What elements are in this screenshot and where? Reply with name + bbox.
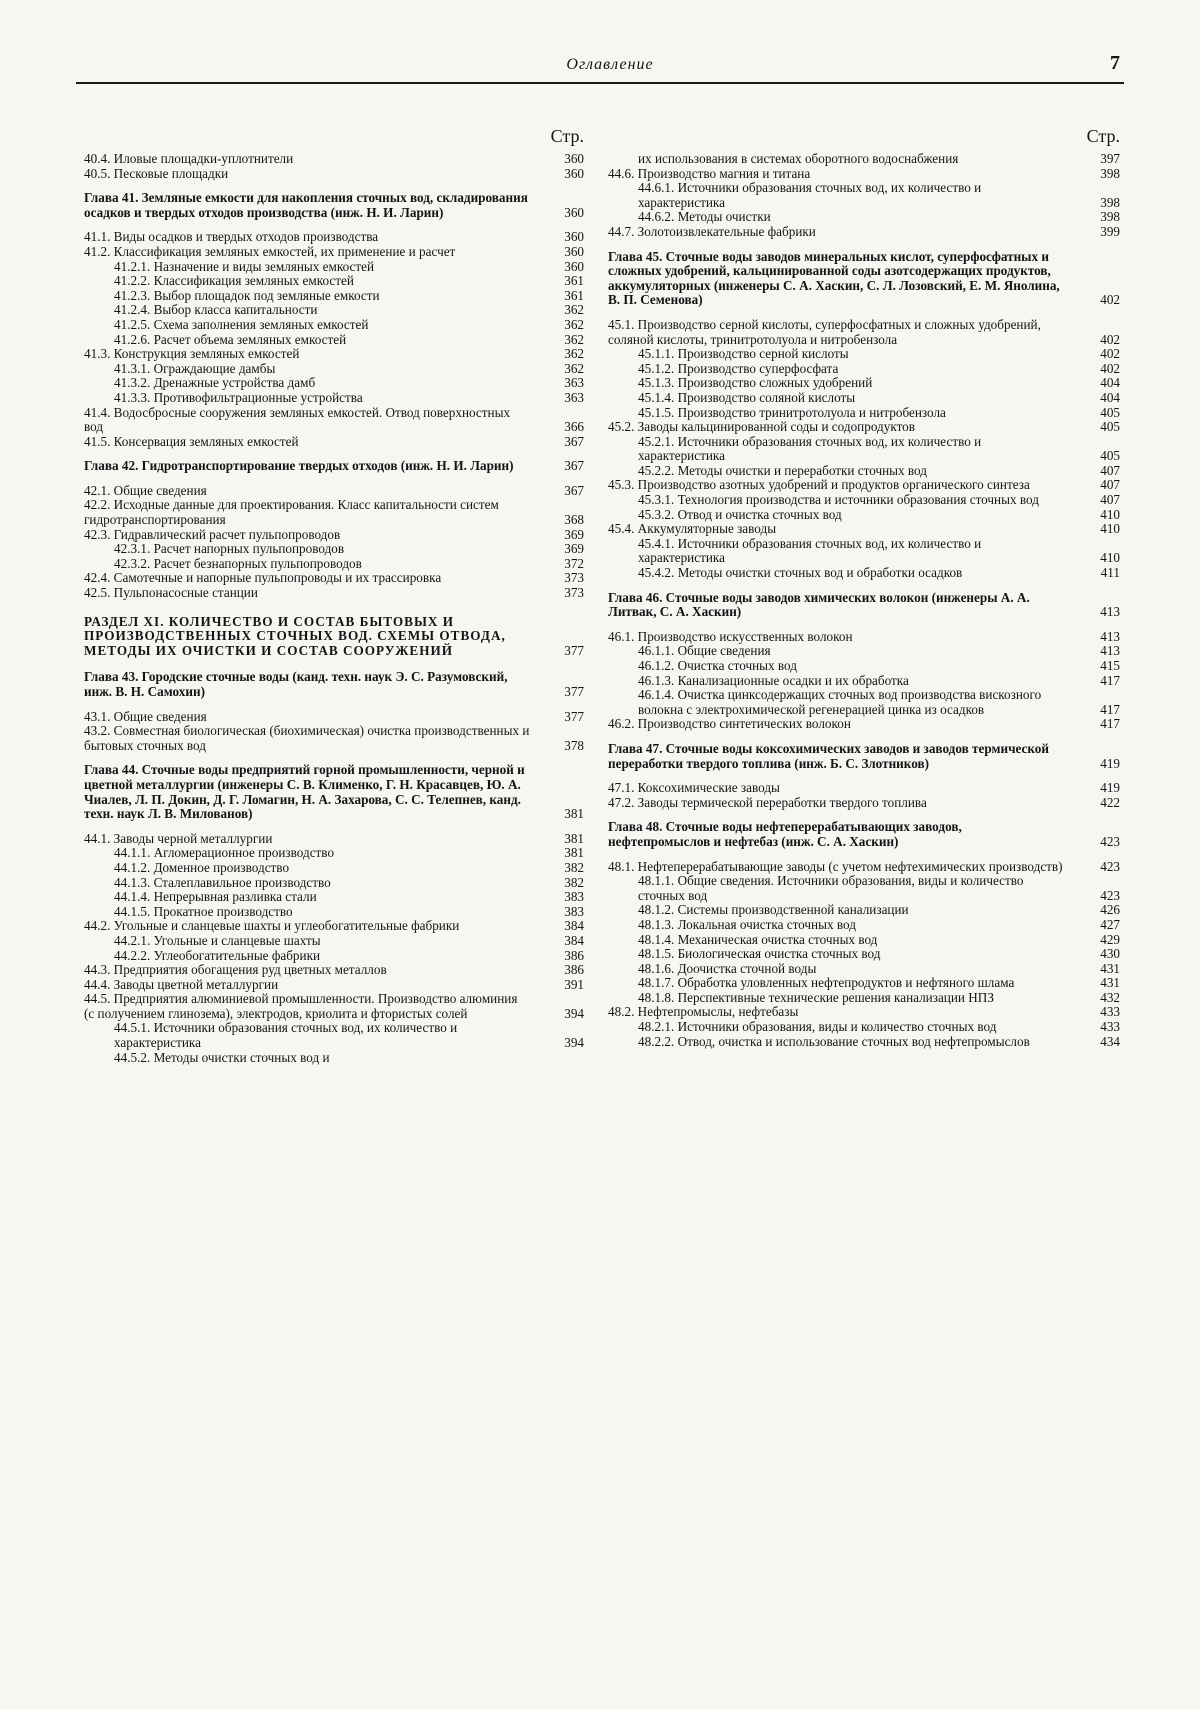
toc-entry-title: 44.6.1. Источники образования сточных вод, их количество и характеристика [638, 180, 982, 210]
toc-page-number: 372 [564, 555, 584, 571]
toc-page-number: 362 [564, 316, 584, 332]
toc-subentry [84, 333, 584, 348]
toc-entry-title: 41.5. Консервация земляных емкостей [84, 433, 299, 449]
toc-subentry [608, 1035, 1120, 1050]
toc-subentry [608, 659, 1120, 674]
toc-page-number: 407 [1100, 477, 1120, 493]
toc-entry-title: Глава 42. Гидротранспортирование твердых отходов (инж. Н. И. Ларин) [84, 458, 514, 474]
toc-entry [84, 710, 584, 725]
toc-entry-title: 48.1.6. Доочистка сточной воды [638, 960, 817, 976]
page-number: 7 [1110, 52, 1120, 74]
toc-page-number: 367 [564, 433, 584, 449]
running-header-title: Оглавление [566, 56, 654, 73]
toc-subentry [84, 949, 584, 964]
toc-entry [84, 963, 584, 978]
toc-entry [84, 832, 584, 847]
toc-entry [84, 406, 584, 435]
toc-page-number: 381 [564, 806, 584, 822]
toc-entry-title: 44.1.2. Доменное производство [114, 859, 290, 875]
toc-subentry [608, 362, 1120, 377]
toc-subentry [84, 542, 584, 557]
toc-entry-title: 41.2.3. Выбор площадок под земляные емкости [114, 287, 380, 303]
toc-entry-title: 40.5. Песковые площадки [84, 165, 229, 181]
toc-entry-title: 41.2.5. Схема заполнения земляных емкостей [114, 316, 369, 332]
toc-entry-title: 44.1.5. Прокатное производство [114, 903, 293, 919]
toc-entry [84, 484, 584, 499]
toc-entry-title: 42.1. Общие сведения [84, 482, 207, 498]
toc-entry [608, 167, 1120, 182]
toc-subentry [608, 152, 1120, 167]
toc-page-number: 423 [1100, 858, 1120, 874]
toc-section-entry [84, 615, 584, 659]
toc-page-number: 383 [564, 889, 584, 905]
toc-entry-title: 46.1.2. Очистка сточных вод [638, 658, 797, 673]
toc-page-number: 361 [564, 287, 584, 303]
toc-entry-title: 48.1.7. Обработка уловленных нефтепродуктов и нефтяного шлама [638, 975, 1015, 991]
toc-page-number: 382 [564, 859, 584, 875]
toc-entry-title: 45.2. Заводы кальцинированной соды и содопродуктов [608, 419, 915, 435]
toc-entry-title: 41.2.6. Расчет объема земляных емкостей [114, 331, 347, 347]
toc-page-number: 405 [1100, 419, 1120, 435]
toc-page-number: 362 [564, 302, 584, 318]
toc-column-left [84, 120, 584, 1690]
toc-page-number: 381 [564, 845, 584, 861]
toc-chapter-entry [608, 250, 1120, 308]
toc-entry-title: 42.3. Гидравлический расчет пульпопроводов [84, 526, 341, 542]
toc-entry [608, 781, 1120, 796]
toc-entry [608, 630, 1120, 645]
toc-page-number: 422 [1100, 794, 1120, 810]
toc-chapter-entry [608, 820, 1120, 849]
toc-subentry [608, 210, 1120, 225]
toc-entry-title: РАЗДЕЛ XI. КОЛИЧЕСТВО И СОСТАВ БЫТОВЫХ И ПРОИЗВОДСТВЕННЫХ СТОЧНЫХ ВОД. СХЕМЫ ОТВОДА, МЕТОДЫ ИХ ОЧИСТКИ И СОСТАВ СООРУЖЕНИЙ [84, 613, 506, 658]
toc-page-number: 378 [564, 737, 584, 753]
toc-subentry [608, 674, 1120, 689]
toc-entry-title: 41.3.1. Ограждающие дамбы [114, 360, 276, 376]
toc-page-number: 369 [564, 541, 584, 557]
toc-subentry [608, 903, 1120, 918]
toc-page-number: 367 [564, 482, 584, 498]
toc-entry [84, 167, 584, 182]
toc-page-number: 402 [1100, 360, 1120, 376]
toc-page-number: 410 [1100, 506, 1120, 522]
toc-page-number: 407 [1100, 492, 1120, 508]
toc-page-number: 427 [1100, 916, 1120, 932]
toc-entry-title: 44.3. Предприятия обогащения руд цветных металлов [84, 962, 387, 978]
page-column-label: Стр. [1086, 126, 1120, 146]
toc-entry-title: 44.5.2. Методы очистки сточных вод и [114, 1049, 330, 1065]
toc-page-number: 386 [564, 962, 584, 978]
toc-subentry [84, 303, 584, 318]
toc-entry-title: 44.6.2. Методы очистки [638, 209, 771, 225]
toc-page-number: 397 [1100, 151, 1120, 166]
toc-entry [84, 230, 584, 245]
toc-page-number: 423 [1100, 833, 1120, 849]
toc-subentry [608, 962, 1120, 977]
toc-entry-title: 45.1.3. Производство сложных удобрений [638, 375, 873, 391]
toc-entry-title: 41.2.4. Выбор класса капитальности [114, 302, 318, 318]
toc-entry-title: 42.3.2. Расчет безнапорных пульпопроводов [114, 555, 362, 571]
toc-entry-title: 44.2. Угольные и сланцевые шахты и углеобогатительные фабрики [84, 918, 460, 934]
header-rule [76, 82, 1124, 84]
toc-entry [608, 522, 1120, 537]
toc-subentry [84, 876, 584, 891]
toc-page-number: 402 [1100, 331, 1120, 347]
toc-page-number: 410 [1100, 521, 1120, 537]
toc-subentry [84, 1051, 584, 1066]
toc-page-number: 413 [1100, 628, 1120, 644]
toc-page-number: 423 [1100, 887, 1120, 903]
toc-entry-title: 45.1.4. Производство соляной кислоты [638, 389, 856, 405]
toc-page-number: 363 [564, 389, 584, 405]
page-column-label: Стр. [550, 126, 584, 146]
toc-entry-title: 45.3. Производство азотных удобрений и продуктов органического синтеза [608, 477, 1030, 493]
toc-entry-title: 41.2.2. Классификация земляных емкостей [114, 273, 354, 289]
toc-entry-title: 46.1.4. Очистка цинксодержащих сточных вод производства вискозного волокна с электрохимической регенерацией цинка из осадков [638, 687, 1042, 717]
toc-subentry [84, 1021, 584, 1050]
toc-subentry [608, 435, 1120, 464]
toc-page-number: 362 [564, 360, 584, 376]
toc-entry-title: 48.1.4. Механическая очистка сточных вод [638, 931, 878, 947]
toc-subentry [84, 557, 584, 572]
toc-page-number: 404 [1100, 389, 1120, 405]
toc-entry-title: 45.4. Аккумуляторные заводы [608, 521, 777, 537]
toc-subentry [84, 905, 584, 920]
toc-page-number: 384 [564, 918, 584, 934]
toc-entry-title: 45.3.2. Отвод и очистка сточных вод [638, 506, 842, 522]
toc-page-number: 360 [564, 258, 584, 274]
toc-entry-title: 48.1. Нефтеперерабатывающие заводы (с учетом нефтехимических производств) [608, 858, 1063, 874]
toc-page-number: 431 [1100, 960, 1120, 976]
toc-entry-title: 46.1. Производство искусственных волокон [608, 628, 853, 644]
toc-entry-title: 41.3. Конструкция земляных емкостей [84, 346, 300, 362]
toc-entry-title: 45.3.1. Технология производства и источники образования сточных вод [638, 492, 1039, 508]
toc-entry-title: 48.1.5. Биологическая очистка сточных вод [638, 946, 881, 962]
toc-entry [84, 245, 584, 260]
toc-entry [84, 435, 584, 450]
toc-entry-title: Глава 46. Сточные воды заводов химических волокон (инженеры А. А. Литвак, С. А. Хаскин) [608, 589, 1030, 620]
toc-page-number: 373 [564, 585, 584, 601]
toc-entry-title: 42.5. Пульпонасосные станции [84, 585, 258, 601]
toc-entry [84, 347, 584, 362]
toc-entry-title: 42.3.1. Расчет напорных пульпопроводов [114, 541, 345, 557]
toc-entry-title: 48.1.2. Системы производственной канализации [638, 902, 909, 918]
toc-entry-title: их использования в системах оборотного водоснабжения [638, 151, 959, 166]
toc-entry-title: Глава 41. Земляные емкости для накопления сточных вод, складирования осадков и твердых отходов производства (инж. Н. И. Ларин) [84, 190, 528, 220]
toc-chapter-entry [84, 459, 584, 474]
toc-entry [608, 420, 1120, 435]
toc-subentry [608, 933, 1120, 948]
toc-entry-title: 48.2.2. Отвод, очистка и использование сточных вод нефтепромыслов [638, 1033, 1030, 1049]
toc-entry-title: 48.1.3. Локальная очистка сточных вод [638, 916, 856, 932]
toc-entry-title: 48.1.8. Перспективные технические решения канализации НПЗ [638, 989, 994, 1005]
toc-entry-title: 46.1.3. Канализационные осадки и их обработка [638, 672, 909, 688]
toc-entry [608, 1005, 1120, 1020]
toc-entry-title: 44.5.1. Источники образования сточных вод, их количество и характеристика [114, 1020, 458, 1051]
toc-page-number: 360 [564, 229, 584, 245]
toc-subentry [84, 289, 584, 304]
toc-subentry [608, 976, 1120, 991]
toc-entry-title: 44.6. Производство магния и титана [608, 165, 811, 181]
toc-entry-title: Глава 45. Сточные воды заводов минеральных кислот, суперфосфатных и сложных удобрений, кальцинированной соды азотсодержащих продуктов, аккумуляторных (инженеры С. А. Хаскин, С. Л. Лозовский, Е. М. Янолина, В. П. Семенова) [608, 248, 1060, 308]
toc-entry-title: 44.1. Заводы черной металлургии [84, 830, 273, 846]
toc-page-number: 434 [1100, 1033, 1120, 1049]
toc-page-number: 381 [564, 830, 584, 846]
toc-entry-title: 45.4.2. Методы очистки сточных вод и обработки осадков [638, 565, 963, 581]
toc-page-number: 404 [1100, 375, 1120, 391]
toc-page-number: 429 [1100, 931, 1120, 947]
toc-entry [84, 571, 584, 586]
toc-subentry [84, 260, 584, 275]
toc-subentry [608, 688, 1120, 717]
toc-page-number: 398 [1100, 194, 1120, 210]
toc-entry-title: 42.4. Самотечные и напорные пульпопроводы и их трассировка [84, 570, 442, 586]
toc-page-number: 386 [564, 947, 584, 963]
toc-entry-title: 45.1.5. Производство тринитротолуола и нитробензола [638, 404, 946, 420]
toc-subentry [84, 846, 584, 861]
toc-subentry [84, 362, 584, 377]
toc-subentry [608, 566, 1120, 581]
toc-entry-title: 45.1.1. Производство серной кислоты [638, 346, 849, 362]
toc-page-number: 419 [1100, 755, 1120, 771]
toc-page-number: 405 [1100, 448, 1120, 464]
toc-page-number: 377 [564, 642, 584, 658]
toc-entry [84, 919, 584, 934]
toc-entry [84, 586, 584, 601]
toc-subentry [84, 890, 584, 905]
toc-entry-title: 47.2. Заводы термической переработки твердого топлива [608, 794, 927, 810]
toc-page-number: 373 [564, 570, 584, 586]
toc-entry-title: 46.2. Производство синтетических волокон [608, 716, 851, 732]
toc-entry-title: 45.1.2. Производство суперфосфата [638, 360, 839, 376]
toc-subentry [608, 537, 1120, 566]
toc-entry [84, 978, 584, 993]
toc-entry [608, 225, 1120, 240]
toc-page-number: 426 [1100, 902, 1120, 918]
toc-entry [608, 478, 1120, 493]
toc-entry-title: 45.2.1. Источники образования сточных вод, их количество и характеристика [638, 433, 982, 464]
toc-entry-title: 41.1. Виды осадков и твердых отходов производства [84, 229, 379, 245]
toc-entry-list [84, 152, 584, 1065]
toc-entry-title: 43.1. Общие сведения [84, 708, 207, 724]
toc-entry-title: 48.1.1. Общие сведения. Источники образования, виды и количество сточных вод [638, 873, 1024, 903]
toc-page-number: 398 [1100, 209, 1120, 225]
toc-subentry [84, 861, 584, 876]
toc-page-number: 398 [1100, 165, 1120, 181]
toc-subentry [608, 508, 1120, 523]
toc-entry-title: Глава 43. Городские сточные воды (канд. техн. наук Э. С. Разумовский, инж. В. Н. Самохин) [84, 669, 508, 699]
toc-column-right [608, 120, 1120, 1690]
toc-subentry [84, 391, 584, 406]
toc-subentry [84, 376, 584, 391]
toc-page-number: 394 [564, 1005, 584, 1021]
toc-page-number: 360 [564, 151, 584, 166]
toc-subentry [608, 376, 1120, 391]
toc-page-number: 417 [1100, 672, 1120, 688]
toc-entry-title: Глава 48. Сточные воды нефтеперерабатывающих заводов, нефтепромыслов и нефтебаз (инж. С. А. Хаскин) [608, 819, 962, 849]
toc-page-number: 411 [1100, 565, 1120, 581]
toc-entry-title: 45.2.2. Методы очистки и переработки сточных вод [638, 462, 927, 478]
toc-page-number: 377 [564, 684, 584, 699]
toc-entry-title: 44.1.4. Непрерывная разливка стали [114, 889, 317, 905]
toc-page-number: 377 [564, 708, 584, 724]
toc-entry [608, 860, 1120, 875]
toc-page-number: 430 [1100, 946, 1120, 962]
toc-subentry [608, 1020, 1120, 1035]
toc-entry [84, 152, 584, 167]
toc-page-number: 360 [564, 165, 584, 181]
toc-entry-title: 44.7. Золотоизвлекательные фабрики [608, 223, 816, 239]
toc-subentry [84, 274, 584, 289]
toc-entry-title: 41.3.3. Противофильтрационные устройства [114, 389, 363, 405]
toc-entry [84, 992, 584, 1021]
toc-entry-title: 44.4. Заводы цветной металлургии [84, 976, 279, 992]
toc-entry-title: 44.2.1. Угольные и сланцевые шахты [114, 932, 321, 948]
toc-page-number: 384 [564, 932, 584, 948]
toc-entry-title: 41.2.1. Назначение и виды земляных емкостей [114, 258, 375, 274]
toc-entry-title: 41.2. Классификация земляных емкостей, их применение и расчет [84, 243, 456, 259]
toc-page-number: 431 [1100, 975, 1120, 991]
toc-page-number: 383 [564, 903, 584, 919]
toc-page-number: 417 [1100, 716, 1120, 732]
toc-entry-title: 44.1.1. Агломерационное производство [114, 845, 335, 861]
toc-subentry [608, 391, 1120, 406]
toc-entry-title: 41.4. Водосбросные сооружения земляных емкостей. Отвод поверхностных вод [84, 404, 511, 435]
toc-entry [608, 717, 1120, 732]
toc-entry [84, 724, 584, 753]
toc-page-number: 391 [564, 976, 584, 992]
toc-chapter-entry [608, 591, 1120, 620]
toc-subentry [608, 464, 1120, 479]
toc-entry-title: 47.1. Коксохимические заводы [608, 780, 780, 796]
toc-subentry [608, 347, 1120, 362]
toc-page-number: 394 [564, 1035, 584, 1051]
toc-page-number: 410 [1100, 550, 1120, 566]
toc-entry [84, 498, 584, 527]
toc-page-number: 361 [564, 273, 584, 289]
toc-page-number: 367 [564, 458, 584, 474]
toc-entry [608, 318, 1120, 347]
toc-subentry [608, 406, 1120, 421]
toc-entry-title: 46.1.1. Общие сведения [638, 643, 771, 659]
toc-entry-title: 40.4. Иловые площадки-уплотнители [84, 151, 294, 166]
toc-page-number: 413 [1100, 643, 1120, 659]
toc-page-number: 402 [1100, 292, 1120, 308]
toc-entry-title: Глава 47. Сточные воды коксохимических заводов и заводов термической переработки твердого топлива (инж. Б. С. Злотников) [608, 740, 1050, 771]
toc-chapter-entry [84, 670, 584, 699]
toc-page-number: 366 [564, 419, 584, 435]
toc-subentry [608, 181, 1120, 210]
toc-subentry [608, 874, 1120, 903]
toc-page-number: 432 [1100, 989, 1120, 1005]
toc-page-number: 360 [564, 204, 584, 220]
toc-chapter-entry [608, 742, 1120, 771]
toc-page-number: 368 [564, 512, 584, 528]
toc-page-number: 402 [1100, 346, 1120, 362]
toc-subentry [84, 934, 584, 949]
toc-page-number: 413 [1100, 604, 1120, 620]
toc-page-number: 419 [1100, 780, 1120, 796]
toc-page-number: 433 [1100, 1004, 1120, 1020]
toc-subentry [608, 991, 1120, 1006]
toc-entry-title: 45.4.1. Источники образования сточных вод, их количество и характеристика [638, 535, 982, 566]
toc-page-number: 417 [1100, 701, 1120, 717]
toc-subentry [608, 493, 1120, 508]
toc-page-number: 433 [1100, 1019, 1120, 1035]
toc-page-number: 382 [564, 874, 584, 890]
toc-entry-title: 41.3.2. Дренажные устройства дамб [114, 375, 316, 391]
toc-page-number: 407 [1100, 462, 1120, 478]
toc-page-number: 399 [1100, 223, 1120, 239]
toc-page-number: 360 [564, 243, 584, 259]
toc-entry [608, 796, 1120, 811]
toc-entry-title: Глава 44. Сточные воды предприятий горной промышленности, черной и цветной металлургии (инженеры С. В. Клименко, Г. Н. Красавцев, Ю. А. Чиалев, Л. П. Докин, Д. Г. Ломагин, Н. А. Захарова, С. С. Телепнев, канд. техн. наук Л. В. Милованов) [84, 762, 525, 822]
toc-entry-title: 48.2.1. Источники образования, виды и количество сточных вод [638, 1019, 997, 1035]
toc-page-number: 362 [564, 346, 584, 362]
toc-subentry [608, 918, 1120, 933]
toc-page-number: 405 [1100, 404, 1120, 420]
toc-chapter-entry [84, 763, 584, 821]
toc-entry-title: 42.2. Исходные данные для проектирования. Класс капитальности систем гидротранспортирования [84, 497, 499, 528]
toc-subentry [84, 318, 584, 333]
toc-subentry [608, 644, 1120, 659]
toc-entry-list [608, 152, 1120, 1049]
toc-entry-title: 48.2. Нефтепромыслы, нефтебазы [608, 1004, 799, 1020]
toc-entry-title: 44.2.2. Углеобогатительные фабрики [114, 947, 321, 963]
toc-page-number: 363 [564, 375, 584, 391]
toc-entry-title: 44.5. Предприятия алюминиевой промышленности. Производство алюминия (с получением глинозема), электродов, криолита и фтористых солей [84, 991, 518, 1021]
toc-entry-title: 45.1. Производство серной кислоты, суперфосфатных и сложных удобрений, соляной кислоты, тринитротолуола и нитробензола [608, 316, 1041, 347]
toc-entry-title: 44.1.3. Сталеплавильное производство [114, 874, 331, 890]
toc-chapter-entry [84, 191, 584, 220]
toc-entry [84, 528, 584, 543]
toc-page-number: 362 [564, 331, 584, 347]
toc-entry-title: 43.2. Совместная биологическая (биохимическая) очистка производственных и бытовых сточных вод [84, 723, 530, 753]
toc-page-number: 369 [564, 526, 584, 542]
toc-subentry [608, 947, 1120, 962]
toc-page-number: 415 [1100, 658, 1120, 673]
